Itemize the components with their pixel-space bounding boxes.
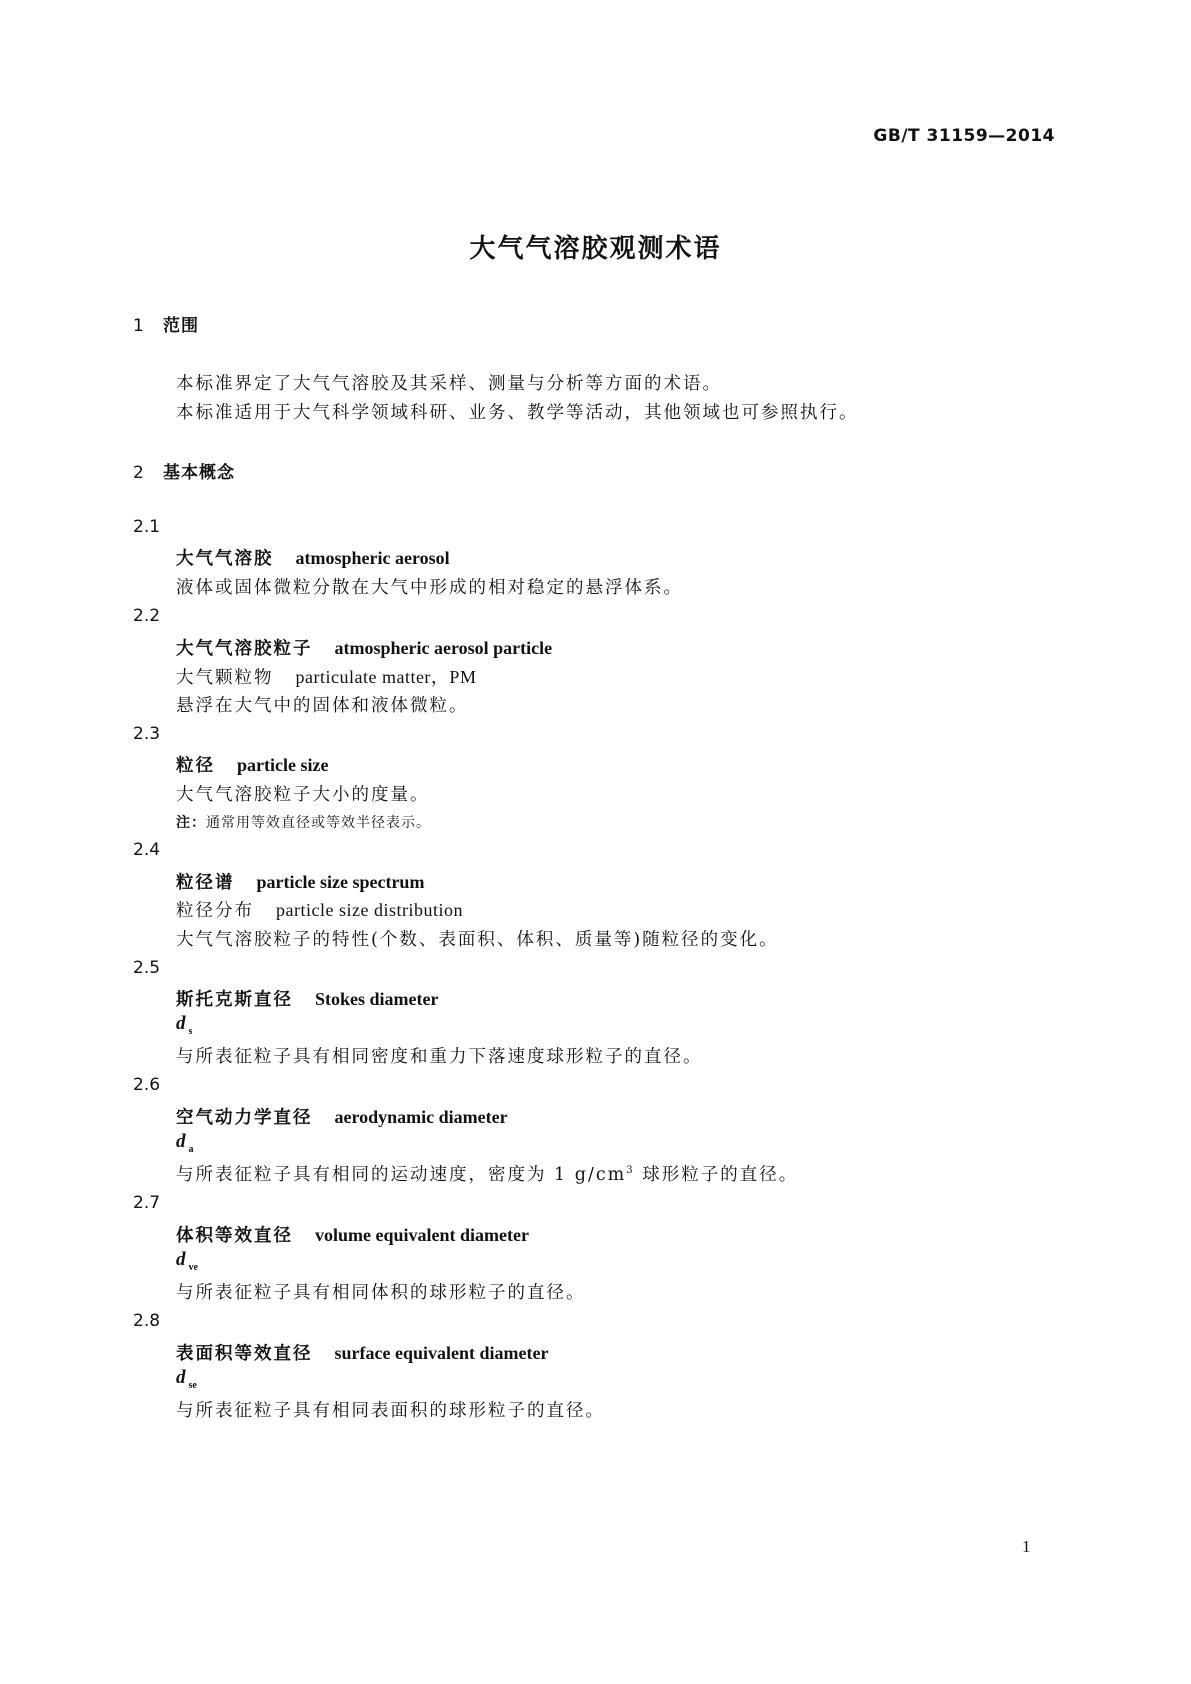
term-en: Stokes diameter <box>315 989 439 1009</box>
section-number: 2 <box>133 463 144 483</box>
term-en: atmospheric aerosol <box>295 548 450 568</box>
term-en: particle size spectrum <box>256 872 425 892</box>
symbol-subscript: a <box>188 1143 194 1155</box>
symbol-letter: d <box>176 1013 186 1034</box>
term-definition: 大气气溶胶粒子的特性(个数、表面积、体积、质量等)随粒径的变化。 <box>176 930 779 950</box>
term-heading <box>176 1104 508 1129</box>
entry-number: 2.1 <box>133 517 161 537</box>
term-symbol <box>176 1367 197 1391</box>
term-note <box>176 812 431 832</box>
term-definition: 与所表征粒子具有相同密度和重力下落速度球形粒子的直径。 <box>176 1047 703 1067</box>
term-en: atmospheric aerosol particle <box>334 638 553 658</box>
note-label: 注： <box>176 815 206 831</box>
section-heading-basic-concepts <box>133 458 235 483</box>
symbol-letter: d <box>176 1131 186 1152</box>
term-definition: 液体或固体微粒分散在大气中形成的相对稳定的悬浮体系。 <box>176 578 683 598</box>
symbol-subscript: s <box>188 1025 193 1037</box>
term-en: aerodynamic diameter <box>334 1107 508 1127</box>
term-heading <box>176 545 450 570</box>
term-en: volume equivalent diameter <box>315 1225 529 1245</box>
entry-number: 2.8 <box>133 1311 161 1331</box>
term-zh: 体积等效直径 <box>176 1226 293 1246</box>
definition-text: 与所表征粒子具有相同的运动速度，密度为 1 g/cm <box>176 1165 627 1185</box>
synonym-zh: 粒径分布 <box>176 901 254 921</box>
term-heading <box>176 752 328 777</box>
symbol-subscript: ve <box>188 1261 198 1273</box>
term-en: surface equivalent diameter <box>334 1343 549 1363</box>
term-symbol <box>176 1249 198 1273</box>
term-zh: 大气气溶胶粒子 <box>176 639 313 659</box>
entry-number: 2.4 <box>133 840 161 860</box>
synonym-en: particle size distribution <box>276 900 463 920</box>
entry-number: 2.7 <box>133 1193 161 1213</box>
scope-paragraph-2: 本标准适用于大气科学领域科研、业务、教学等活动，其他领域也可参照执行。 <box>176 403 859 423</box>
term-synonym <box>176 897 463 922</box>
section-heading-scope <box>133 311 199 336</box>
synonym-en: particulate matter，PM <box>295 667 477 687</box>
term-symbol <box>176 1131 194 1155</box>
term-heading <box>176 1340 548 1365</box>
unit-superscript: 3 <box>626 1165 635 1177</box>
standard-code: GB/T 31159—2014 <box>873 126 1055 146</box>
term-definition: 与所表征粒子具有相同体积的球形粒子的直径。 <box>176 1283 586 1303</box>
section-number: 1 <box>133 316 144 336</box>
synonym-zh: 大气颗粒物 <box>176 668 274 688</box>
term-definition: 大气气溶胶粒子大小的度量。 <box>176 785 430 805</box>
term-zh: 大气气溶胶 <box>176 549 274 569</box>
symbol-subscript: se <box>188 1379 197 1391</box>
term-definition: 悬浮在大气中的固体和液体微粒。 <box>176 696 469 716</box>
entry-number: 2.3 <box>133 724 161 744</box>
term-heading <box>176 1222 529 1247</box>
section-name: 基本概念 <box>163 463 235 483</box>
term-zh: 斯托克斯直径 <box>176 990 293 1010</box>
entry-number: 2.2 <box>133 606 161 626</box>
term-heading <box>176 869 424 894</box>
term-zh: 空气动力学直径 <box>176 1108 313 1128</box>
term-en: particle size <box>237 755 329 775</box>
symbol-letter: d <box>176 1367 186 1388</box>
term-definition: 与所表征粒子具有相同表面积的球形粒子的直径。 <box>176 1401 605 1421</box>
note-text: 通常用等效直径或等效半径表示。 <box>206 815 431 831</box>
document-title: 大气气溶胶观测术语 <box>469 234 722 264</box>
term-heading <box>176 986 438 1011</box>
term-symbol <box>176 1013 192 1037</box>
page-number: 1 <box>1022 1537 1031 1556</box>
symbol-letter: d <box>176 1249 186 1270</box>
term-zh: 粒径 <box>176 756 215 776</box>
definition-text: 球形粒子的直径。 <box>634 1165 799 1185</box>
scope-paragraph-1: 本标准界定了大气气溶胶及其采样、测量与分析等方面的术语。 <box>176 374 722 394</box>
term-zh: 粒径谱 <box>176 873 235 893</box>
term-heading <box>176 635 552 660</box>
term-definition <box>176 1161 798 1186</box>
entry-number: 2.6 <box>133 1075 161 1095</box>
term-zh: 表面积等效直径 <box>176 1344 313 1364</box>
term-synonym <box>176 663 476 689</box>
section-name: 范围 <box>163 316 199 336</box>
entry-number: 2.5 <box>133 958 161 978</box>
